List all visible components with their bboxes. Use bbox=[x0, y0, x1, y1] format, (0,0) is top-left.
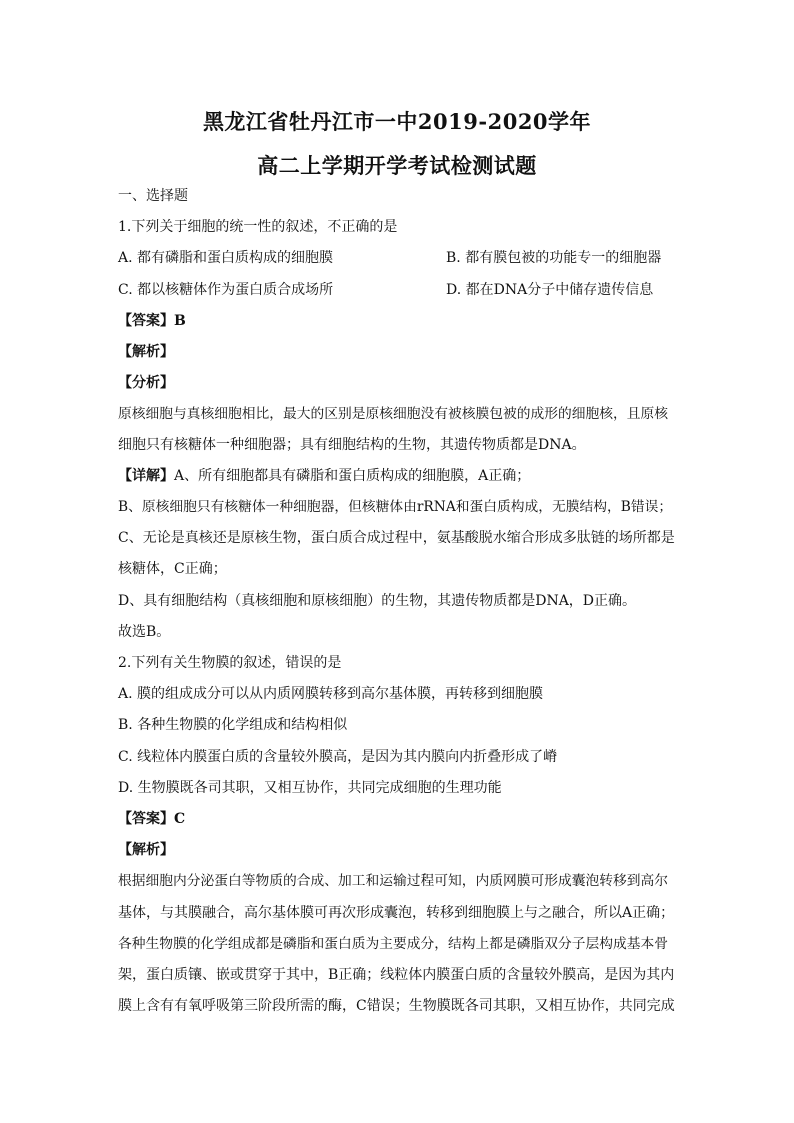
q1-option-b: B. 都有膜包被的功能专一的细胞器 bbox=[446, 250, 662, 266]
q1-detail-d: D、具有细胞结构（真核细胞和原核细胞）的生物，其遗传物质都是DNA，D正确。 bbox=[118, 593, 637, 609]
q2-analysis-line4: 架，蛋白质镶、嵌或贯穿于其中，B正确；线粒体内膜蛋白质的含量较外膜高，是因为其内 bbox=[118, 967, 675, 983]
q2-analysis-line5: 膜上含有有氧呼吸第三阶段所需的酶，C错误；生物膜既各司其职，又相互协作，共同完成 bbox=[118, 998, 675, 1014]
document-title-line1: 黑龙江省牡丹江市一中2019-2020学年 bbox=[202, 109, 592, 134]
q1-detail-label: 【详解】 bbox=[118, 468, 174, 484]
q1-option-a: A. 都有磷脂和蛋白质构成的细胞膜 bbox=[118, 250, 334, 266]
q2-analysis-label: 【解析】 bbox=[118, 842, 174, 858]
q2-option-b: B. 各种生物膜的化学组成和结构相似 bbox=[118, 717, 348, 733]
q1-conclusion: 故选B。 bbox=[118, 624, 171, 640]
q2-analysis-line2: 基体，与其膜融合，高尔基体膜可再次形成囊泡，转移到细胞膜上与之融合，所以A正确； bbox=[118, 905, 675, 921]
q1-answer: 【答案】B bbox=[118, 313, 186, 329]
q2-analysis-line1: 根据细胞内分泌蛋白等物质的合成、加工和运输过程可知，内质网膜可形成囊泡转移到高尔 bbox=[118, 873, 669, 889]
q2-option-d: D. 生物膜既各司其职，又相互协作，共同完成细胞的生理功能 bbox=[118, 780, 502, 796]
document-title-line2: 高二上学期开学考试检测试题 bbox=[257, 153, 537, 178]
q1-fenxi-label: 【分析】 bbox=[118, 375, 174, 391]
section-heading: 一、选择题 bbox=[118, 188, 188, 204]
q1-analysis-label: 【解析】 bbox=[118, 344, 174, 360]
q1-fenxi-line1: 原核细胞与真核细胞相比，最大的区别是原核细胞没有被核膜包被的成形的细胞核，且原核 bbox=[118, 406, 669, 422]
q1-detail-a bbox=[118, 467, 530, 485]
q1-fenxi-line2: 细胞只有核糖体一种细胞器；具有细胞结构的生物，其遗传物质都是DNA。 bbox=[118, 437, 586, 453]
q1-option-c: C. 都以核糖体作为蛋白质合成场所 bbox=[118, 282, 334, 298]
q1-detail-b: B、原核细胞只有核糖体一种细胞器，但核糖体由rRNA和蛋白质构成，无膜结构，B错误； bbox=[118, 499, 673, 515]
q2-option-c: C. 线粒体内膜蛋白质的含量较外膜高，是因为其内膜向内折叠形成了嵴 bbox=[118, 749, 558, 765]
q2-stem: 2.下列有关生物膜的叙述，错误的是 bbox=[118, 655, 342, 671]
q1-detail-c2: 核糖体，C正确； bbox=[118, 561, 227, 577]
q1-option-d: D. 都在DNA分子中储存遗传信息 bbox=[446, 282, 654, 298]
q2-analysis-line3: 各种生物膜的化学组成都是磷脂和蛋白质为主要成分，结构上都是磷脂双分子层构成基本骨 bbox=[118, 936, 669, 952]
q1-detail-c1: C、无论是真核还是原核生物，蛋白质合成过程中，氨基酸脱水缩合形成多肽链的场所都是 bbox=[118, 530, 675, 546]
q1-stem: 1.下列关于细胞的统一性的叙述，不正确的是 bbox=[118, 219, 398, 235]
q1-detail-a-text: A、所有细胞都具有磷脂和蛋白质构成的细胞膜，A正确； bbox=[174, 468, 531, 484]
q2-answer: 【答案】C bbox=[118, 811, 186, 827]
q2-option-a: A. 膜的组成成分可以从内质网膜转移到高尔基体膜，再转移到细胞膜 bbox=[118, 686, 544, 702]
